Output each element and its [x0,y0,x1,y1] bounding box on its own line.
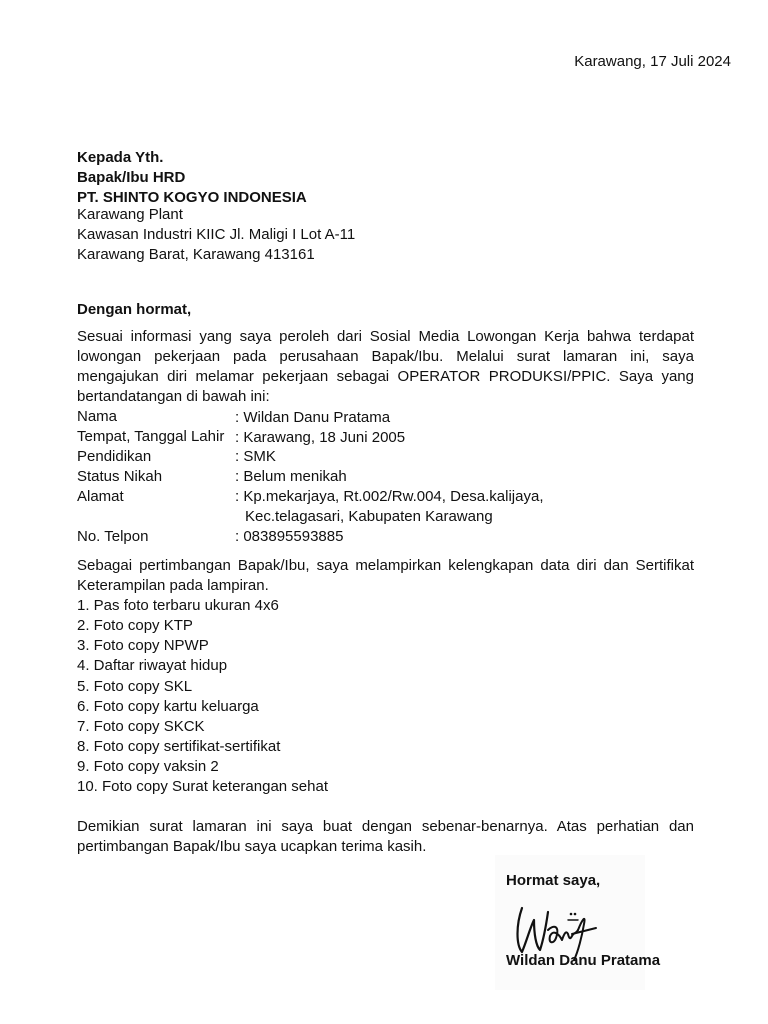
closing-line: Demikian surat lamaran ini saya buat dengan sebenar-benarnya. Atas perhatian dan [77,818,694,835]
list-item: 1. Pas foto terbaru ukuran 4x6 [77,597,279,614]
regards-label: Hormat saya, [506,872,601,889]
list-item: 5. Foto copy SKL [77,678,193,695]
list-item: 2. Foto copy KTP [77,617,193,634]
list-item: 6. Foto copy kartu keluarga [77,698,259,715]
detail-value-name: : Wildan Danu Pratama [235,409,391,426]
recipient-address-line2: Karawang Barat, Karawang 413161 [77,246,315,263]
detail-label-address: Alamat [77,488,124,505]
recipient-address-line1: Kawasan Industri KIIC Jl. Maligi I Lot A-11 [77,226,356,243]
detail-value-address-cont: Kec.telagasari, Kabupaten Karawang [245,508,493,525]
list-item: 8. Foto copy sertifikat-sertifikat [77,738,281,755]
list-item: 7. Foto copy SKCK [77,718,205,735]
list-item: 3. Foto copy NPWP [77,637,209,654]
salutation: Dengan hormat, [77,301,192,318]
recipient-plant: Karawang Plant [77,206,183,223]
attachment-intro [77,556,694,596]
list-item: 9. Foto copy vaksin 2 [77,758,219,775]
closing-paragraph [77,817,694,857]
intro-paragraph [77,327,694,407]
place-date: Karawang, 17 Juli 2024 [574,53,731,70]
detail-label-phone: No. Telpon [77,528,149,545]
recipient-title: Bapak/Ibu HRD [77,169,186,186]
list-item: 4. Daftar riwayat hidup [77,657,228,674]
detail-label-birth: Tempat, Tanggal Lahir [77,428,225,445]
attachment-intro-line: Keterampilan pada lampiran. [77,577,269,594]
recipient-greeting: Kepada Yth. [77,149,164,166]
detail-label-name: Nama [77,408,118,425]
detail-label-marital: Status Nikah [77,468,163,485]
intro-line: bertandatangan di bawah ini: [77,388,270,405]
detail-value-phone: : 083895593885 [235,528,344,545]
closing-line: pertimbangan Bapak/Ibu saya ucapkan terima kasih. [77,838,427,855]
detail-value-address: : Kp.mekarjaya, Rt.002/Rw.004, Desa.kalijaya, [235,488,544,505]
intro-line: mengajukan diri melamar pekerjaan sebagai OPERATOR PRODUKSI/PPIC. Saya yang [77,368,694,385]
detail-value-birth: : Karawang, 18 Juni 2005 [235,429,406,446]
intro-line: lowongan pekerjaan pada perusahaan Bapak/Ibu. Melalui surat lamaran ini, saya [77,348,694,365]
signatory-name: Wildan Danu Pratama [506,952,661,969]
detail-label-education: Pendidikan [77,448,152,465]
detail-value-marital: : Belum menikah [235,468,347,485]
attachment-intro-line: Sebagai pertimbangan Bapak/Ibu, saya melampirkan kelengkapan data diri dan Sertifikat [77,557,694,574]
list-item: 10. Foto copy Surat keterangan sehat [77,778,328,795]
detail-value-education: : SMK [235,448,276,465]
recipient-company: PT. SHINTO KOGYO INDONESIA [77,189,307,206]
intro-line: Sesuai informasi yang saya peroleh dari Sosial Media Lowongan Kerja bahwa terdapat [77,328,694,345]
